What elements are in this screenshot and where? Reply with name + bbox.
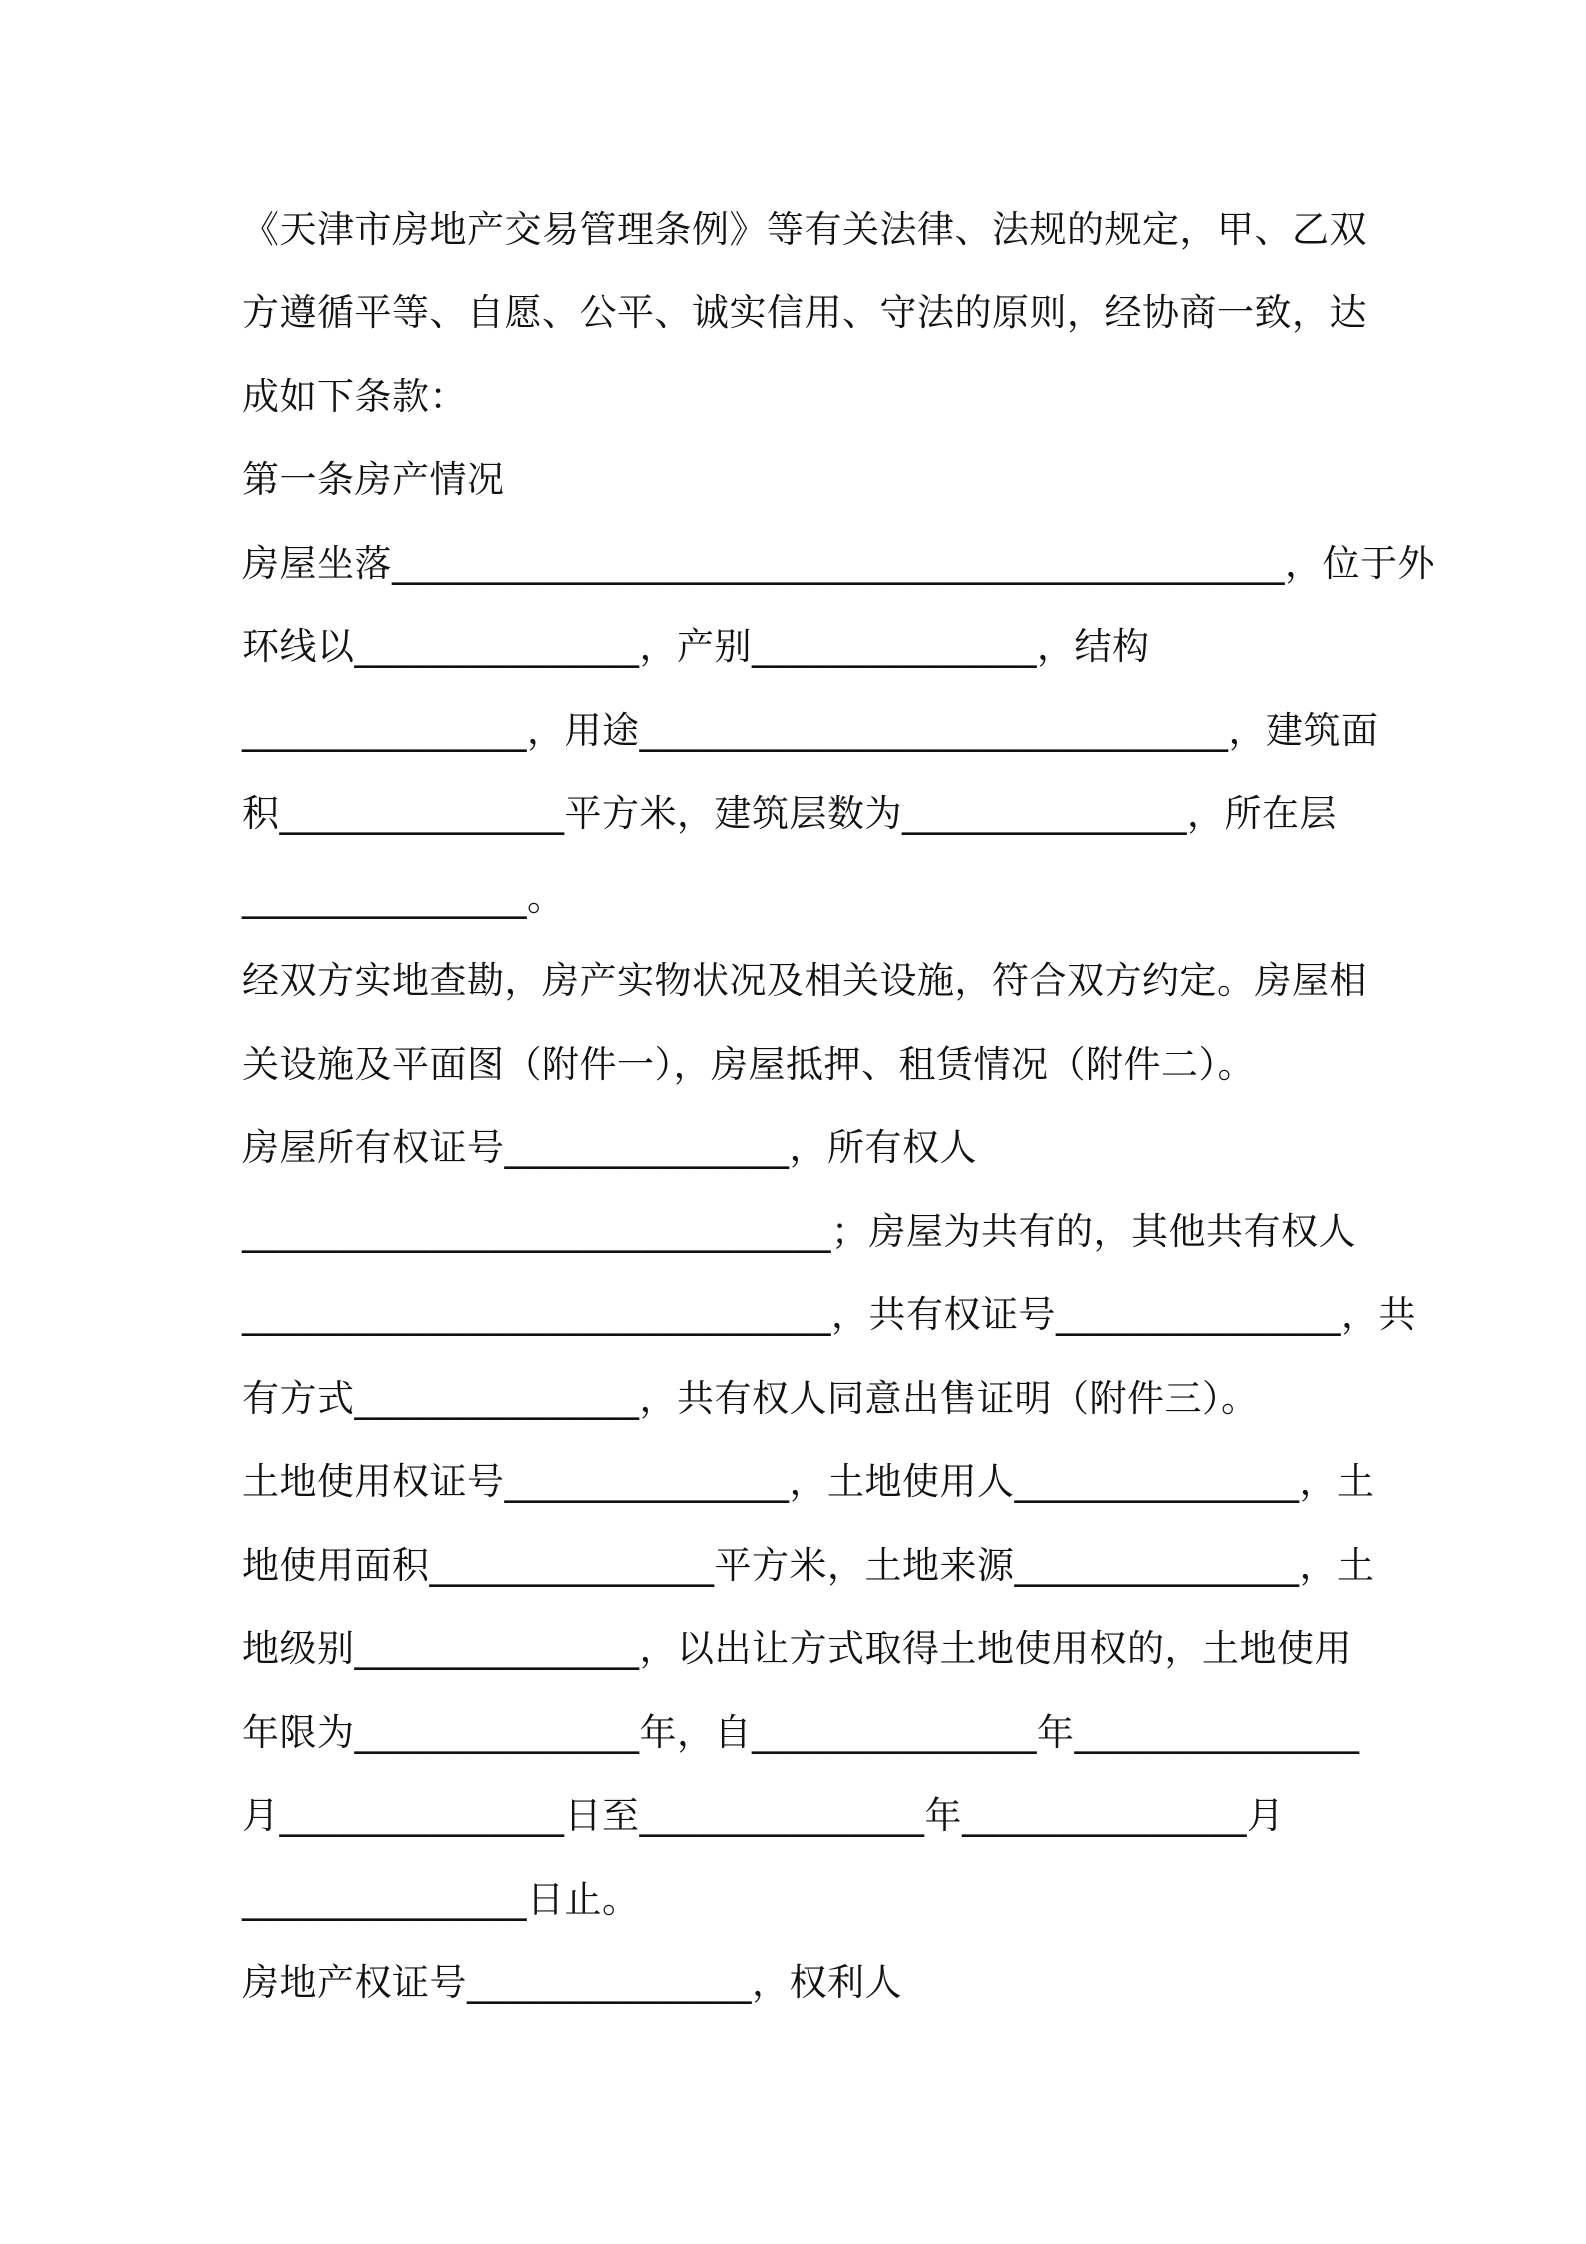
form-line: 月_______________日至_______________年_______________月	[242, 1794, 1285, 1837]
form-line: 房屋所有权证号_______________，所有权人	[242, 1126, 977, 1169]
form-line: 土地使用权证号_______________，土地使用人_______________，土	[242, 1460, 1375, 1503]
paragraph-line: 关设施及平面图（附件一），房屋抵押、租赁情况（附件二）。	[242, 1043, 1255, 1086]
paragraph-line: 《天津市房地产交易管理条例》等有关法律、法规的规定，甲、乙双	[242, 208, 1367, 251]
form-line: 房屋坐落_______________________________________________，位于外	[242, 542, 1435, 585]
form-line: _______________，用途_______________________________，建筑面	[242, 709, 1379, 752]
form-line: 环线以_______________，产别_______________，结构	[242, 625, 1150, 668]
paragraph-line: 经双方实地查勘，房产实物状况及相关设施，符合双方约定。房屋相	[242, 959, 1367, 1002]
form-line: 房地产权证号_______________，权利人	[242, 1961, 902, 2004]
form-line: 年限为_______________年，自_______________年_______________	[242, 1711, 1360, 1754]
section-heading: 第一条房产情况	[242, 458, 505, 501]
form-line: 积_______________平方米，建筑层数为_______________，所在层	[242, 792, 1337, 835]
form-line: _______________。	[242, 876, 565, 919]
form-line: _______________________________，共有权证号_______________，共	[242, 1293, 1416, 1336]
form-line: 地使用面积_______________平方米，土地来源_______________，土	[242, 1544, 1375, 1587]
form-line: _______________________________；房屋为共有的，其他共有权人	[242, 1210, 1356, 1253]
paragraph-line: 成如下条款：	[242, 375, 467, 418]
paragraph-line: 方遵循平等、自愿、公平、诚实信用、守法的原则，经协商一致，达	[242, 291, 1367, 334]
form-line: 有方式_______________，共有权人同意出售证明（附件三）。	[242, 1377, 1259, 1420]
form-line: _______________日止。	[242, 1878, 640, 1921]
form-line: 地级别_______________，以出让方式取得土地使用权的，土地使用	[242, 1627, 1352, 1670]
